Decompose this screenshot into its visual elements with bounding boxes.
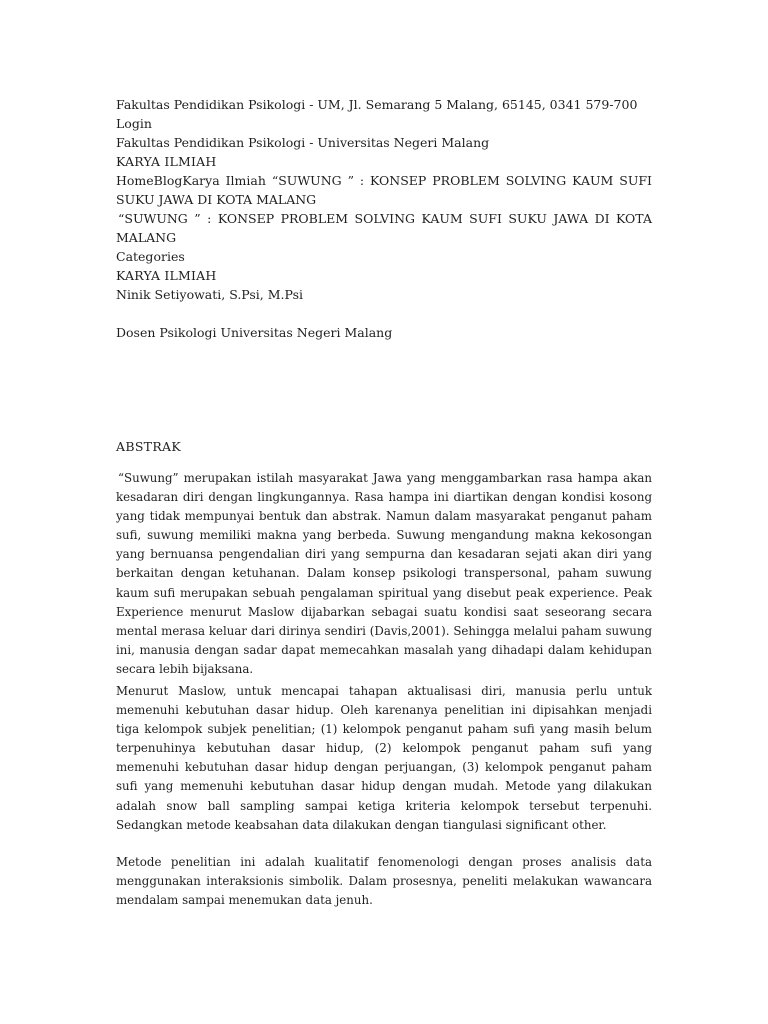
abstract-heading: ABSTRAK	[116, 439, 181, 454]
abstract-paragraph: Menurut Maslow, untuk mencapai tahapan aktualisasi diri, manusia perlu untuk memenuhi kebutuhan dasar hidup. Oleh karenanya penelitian ini dipisahkan menjadi tiga kelompok subjek penelitian; (1) kelompok penganut paham sufi yang masih belum terpenuhinya kebutuhan dasar hidup, (2) kelompok penganut paham sufi yang memenuhi kebutuhan dasar hidup dengan perjuangan, (3) kelompok penganut paham sufi yang memenuhi kebutuhan dasar hidup dengan mudah. Metode yang dilakukan adalah snow ball sampling sampai ketiga kriteria kelompok tersebut terpenuhi. Sedangkan metode keabsahan data dilakukan dengan tiangulasi significant other.	[116, 684, 652, 832]
site-info-line: Fakultas Pendidikan Psikologi - UM, Jl. Semarang 5 Malang, 65145, 0341 579-700	[116, 97, 638, 112]
abstract-paragraph: “Suwung” merupakan istilah masyarakat Jawa yang menggambarkan rasa hampa akan kesadaran diri dengan lingkungannya. Rasa hampa ini diartikan dengan kondisi kosong yang tidak mempunyai bentuk dan abstrak. Namun dalam masyarakat penganut paham sufi, suwung memiliki makna yang berbeda. Suwung mengandung makna kekosongan yang bernuansa pengendalian diri yang sempurna dan kesadaran sejati akan diri yang berkaitan dengan ketuhanan. Dalam konsep psikologi transpersonal, paham suwung kaum sufi merupakan sebuah pengalaman spiritual yang disebut peak experience. Peak Experience menurut Maslow dijabarkan sebagai suatu kondisi saat seseorang secara mental merasa keluar dari dirinya sendiri (Davis,2001). Sehingga melalui paham suwung ini, manusia dengan sadar dapat memecahkan masalah yang dihadapi dalam kehidupan secara lebih bijaksana.	[116, 471, 652, 676]
breadcrumb[interactable]: HomeBlogKarya Ilmiah “SUWUNG ” : KONSEP PROBLEM SOLVING KAUM SUFI SUKU JAWA DI KOTA MALANG	[116, 173, 652, 207]
article-title: “SUWUNG ” : KONSEP PROBLEM SOLVING KAUM SUFI SUKU JAWA DI KOTA MALANG	[116, 211, 652, 245]
author-affiliation: Dosen Psikologi Universitas Negeri Malang	[116, 325, 393, 340]
abstract-paragraph: Metode penelitian ini adalah kualitatif fenomenologi dengan proses analisis data menggunakan interaksionis simbolik. Dalam prosesnya, peneliti melakukan wawancara mendalam sampai menemukan data jenuh.	[116, 855, 652, 908]
site-title: Fakultas Pendidikan Psikologi - Universitas Negeri Malang	[116, 135, 490, 150]
login-link[interactable]: Login	[116, 116, 152, 131]
category-link[interactable]: KARYA ILMIAH	[116, 268, 217, 283]
categories-label: Categories	[116, 249, 185, 264]
section-label: KARYA ILMIAH	[116, 154, 217, 169]
author-name: Ninik Setiyowati, S.Psi, M.Psi	[116, 287, 304, 302]
